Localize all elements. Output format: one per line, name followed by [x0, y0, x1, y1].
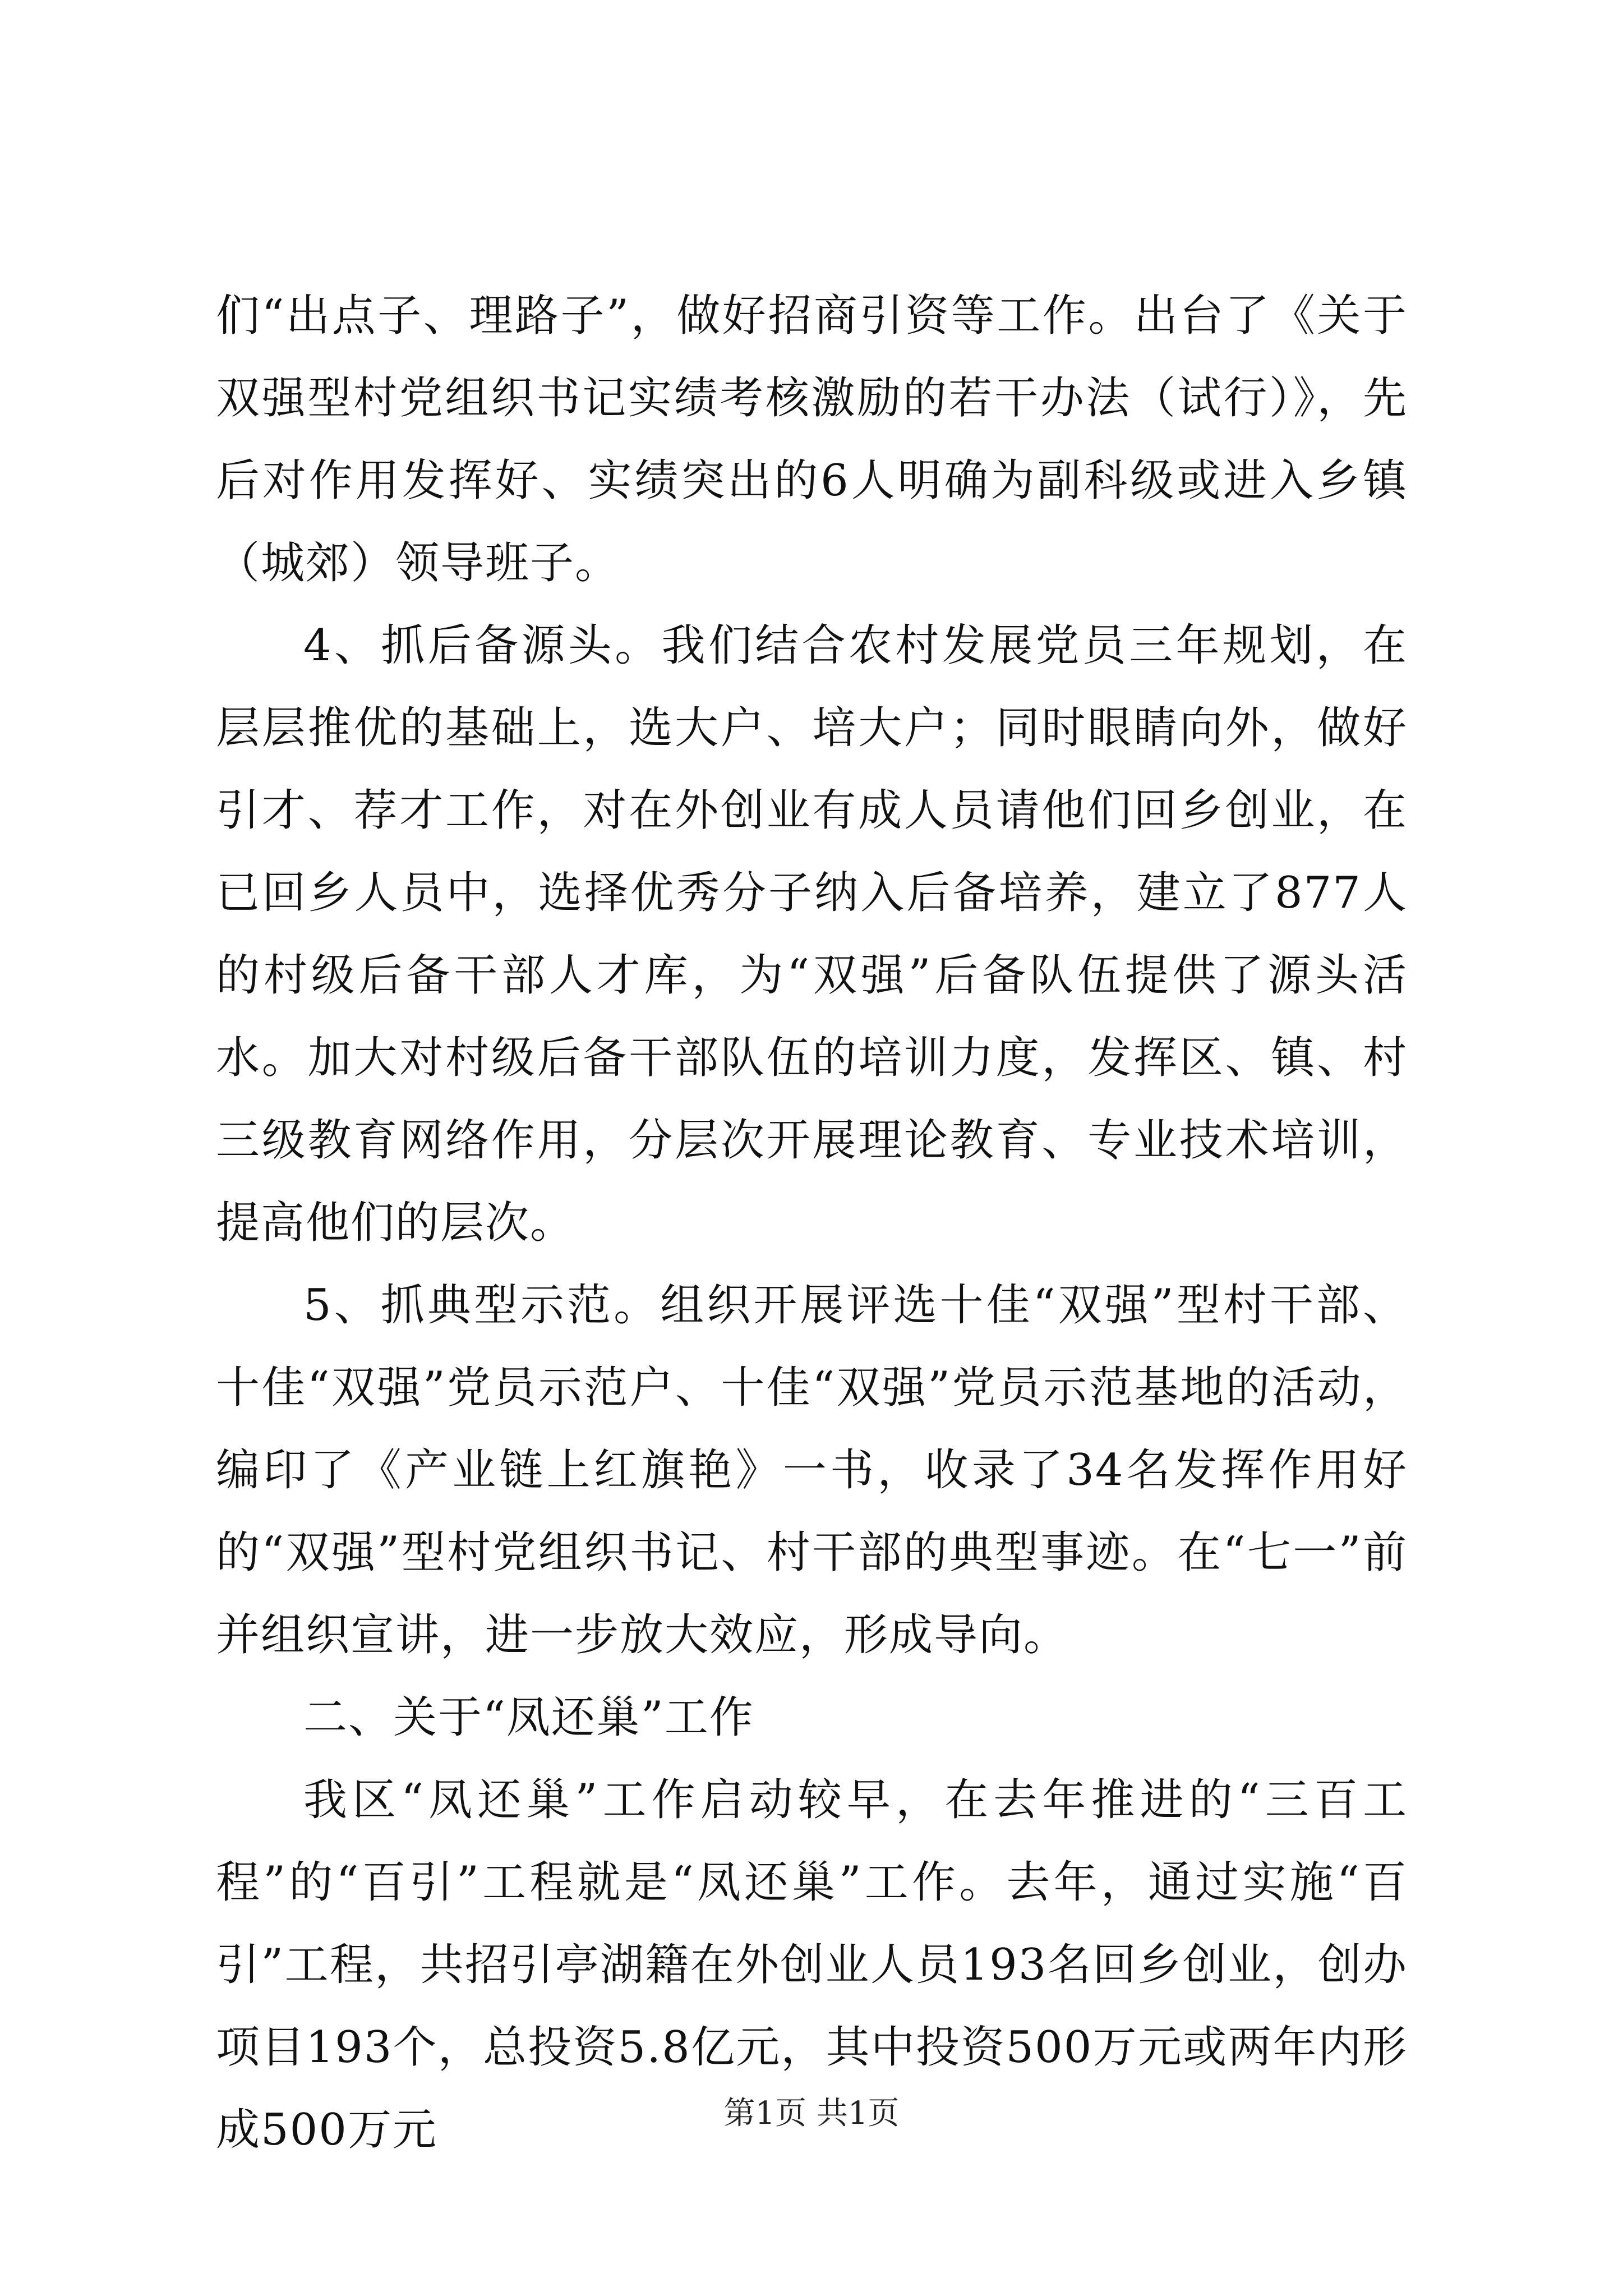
paragraph-section-2: 我区“凤还巢”工作启动较早，在去年推进的“三百工程”的“百引”工程就是“凤还巢”工作。去年，通过实施“百引”工程，共招引亭湖籍在外创业人员193名回乡创业，创办项目193个，总投资5.8亿元，其中投资500万元或两年内形成500万元: [216, 1775, 1408, 2155]
page-footer: 第1页 共1页: [723, 2095, 900, 2132]
paragraph-continuation: 们“出点子、理路子”，做好招商引资等工作。出台了《关于双强型村党组织书记实绩考核激励的若干办法（试行）》，先后对作用发挥好、实绩突出的6人明确为副科级或进入乡镇（城郊）领导班子。: [216, 291, 1408, 588]
paragraph-item-4: 4、抓后备源头。我们结合农村发展党员三年规划，在层层推优的基础上，选大户、培大户；同时眼睛向外，做好引才、荐才工作，对在外创业有成人员请他们回乡创业，在已回乡人员中，选择优秀分子纳入后备培养，建立了877人的村级后备干部人才库，为“双强”后备队伍提供了源头活水。加大对村级后备干部队伍的培训力度，发挥区、镇、村三级教育网络作用，分层次开展理论教育、专业技术培训，提高他们的层次。: [216, 620, 1408, 1248]
paragraph-item-5: 5、抓典型示范。组织开展评选十佳“双强”型村干部、十佳“双强”党员示范户、十佳“双强”党员示范基地的活动，编印了《产业链上红旗艳》一书，收录了34名发挥作用好的“双强”型村党组织书记、村干部的典型事迹。在“七一”前并组织宣讲，进一步放大效应，形成导向。: [216, 1280, 1408, 1660]
body-text: [216, 275, 1408, 2171]
section-heading-2: 二、关于“凤还巢”工作: [303, 1692, 754, 1743]
